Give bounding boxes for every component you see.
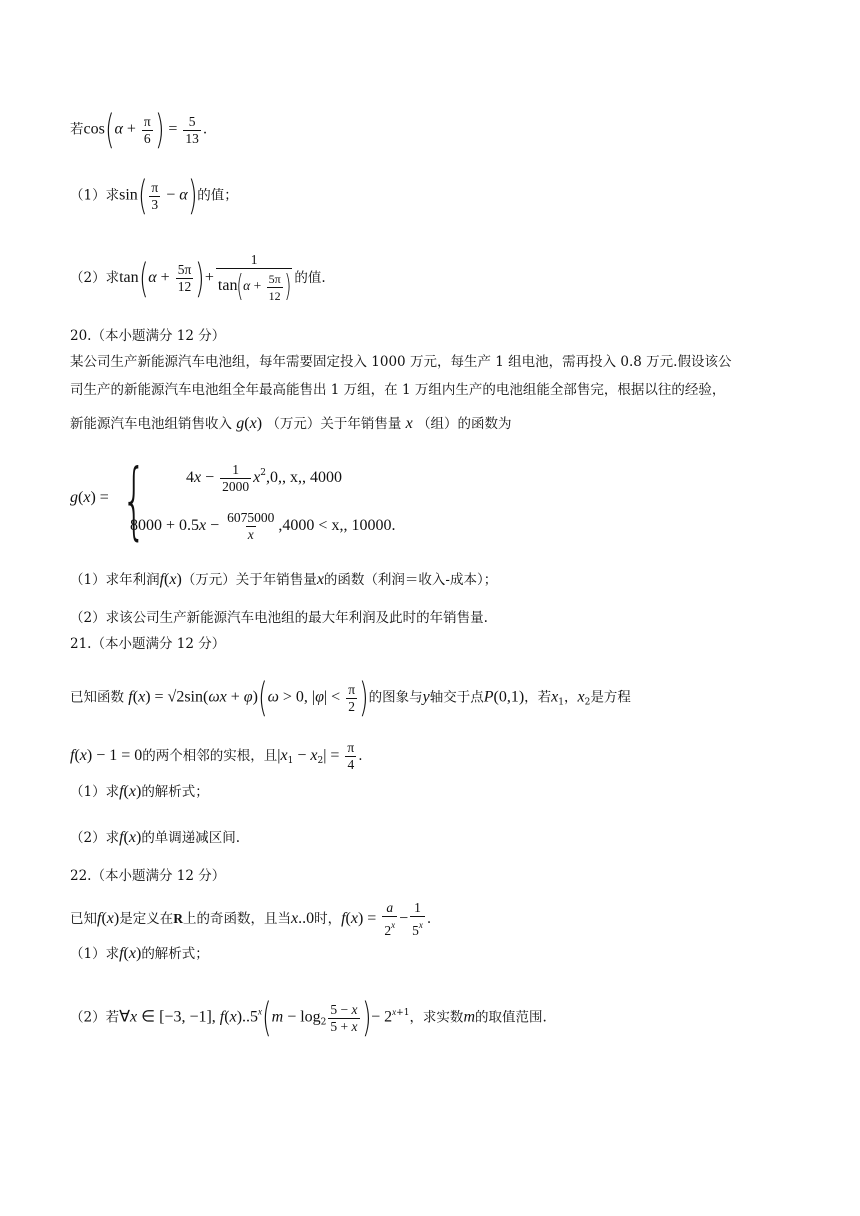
q20-piecewise-label: g(x) = [70, 489, 109, 506]
q22-part2: （2）若∀x ∈ [−3, −1], $f(x)..5^x(m - \log_2$ $\frac{5 - x}{5 + x}$ )− $2^{x+1}$，求实数m的取值范围. [70, 995, 547, 1041]
q21-header: 21.（本小题满分 12 分） [70, 636, 226, 652]
q22-header: 22.（本小题满分 12 分） [70, 868, 226, 884]
q20-case2: 8000 + 0.5x − $\frac{6075000}{x}$ ,4000 < x,, 10000. [130, 510, 396, 542]
q20-text-line2: 司生产的新能源汽车电池组全年最高能售出 1 万组，在 1 万组内生产的电池组能全部售完，根据以往的经验， [70, 382, 726, 398]
q22-text-line1: 已知f(x)是定义在R上的奇函数，且当x..0时，f(x) = $\frac{a}{2^x}$ − $\frac{1}{5^x}$ . [70, 900, 432, 938]
q20-text-line3: 新能源汽车电池组销售收入 g(x) （万元）关于年销售量 x （组）的函数为 [70, 415, 512, 432]
q19-part2: （2）求tan(α + $\frac{5\pi}{12}$ )+ 1 tan(α + $\frac{5\pi}{12}$ ) 的值. [70, 252, 326, 304]
q20-part2: （2）求该公司生产新能源汽车电池组的最大年利润及此时的年销售量. [70, 610, 488, 626]
q21-text-line2: f(x) − 1 = 0的两个相邻的实根，且$|x_1 - x_2|$ = $\frac{\pi}{4}$ . [70, 740, 363, 772]
piecewise-brace: { [122, 451, 147, 549]
q21-part1: （1）求f(x)的解析式； [70, 783, 209, 800]
q20-header: 20.（本小题满分 12 分） [70, 328, 226, 344]
q19-part1: （1）求sin( $\frac{\pi}{3}$ − α)的值； [70, 173, 238, 219]
q19-condition: 若cos(α + $\frac{\pi}{6}$ ) = $\frac{5}{13}$ . [70, 107, 208, 153]
q20-part1: （1）求年利润f(x)（万元）关于年销售量x的函数（利润＝收入-成本）； [70, 571, 498, 588]
q22-part1: （1）求f(x)的解析式； [70, 945, 209, 962]
q21-text-line1: 已知函数 f(x) = √2sin(ωx + φ)(ω > 0, |φ| < $\frac{\pi}{2}$ )的图象与y轴交于点P(0,1)，若$x_1$，$x_2$是方程 [70, 675, 631, 721]
q20-case1: 4x − $\frac{1}{2000}$ $x^2,0$,, x,, 4000 [186, 462, 342, 494]
q20-text-line1: 某公司生产新能源汽车电池组，每年需要固定投入 1000 万元，每生产 1 组电池，需再投入 0.8 万元.假设该公 [70, 354, 732, 370]
q21-part2: （2）求f(x)的单调递减区间. [70, 829, 241, 846]
